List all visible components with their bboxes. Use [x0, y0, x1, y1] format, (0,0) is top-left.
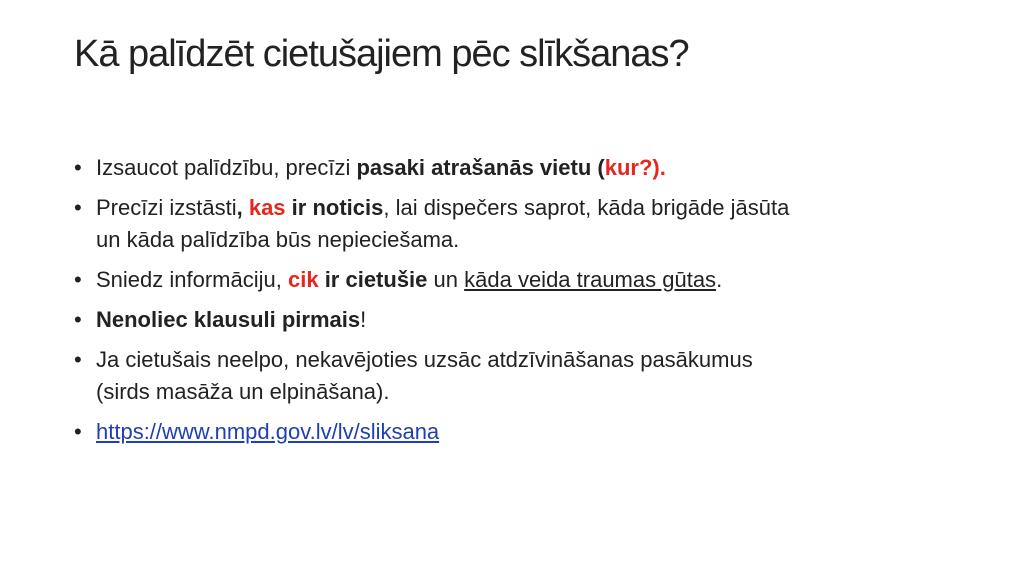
bullet-bold-text: ir cietušie: [318, 267, 428, 292]
bullet-dot-icon: •: [74, 307, 82, 332]
list-item: [74, 344, 954, 408]
bullet-list: [74, 152, 954, 456]
slide-title: Kā palīdzēt cietušajiem pēc slīkšanas?: [74, 33, 689, 75]
bullet-text: un kāda palīdzība būs nepieciešama.: [96, 227, 460, 252]
bullet-dot-icon: •: [74, 195, 82, 220]
bullet-red-text: kas: [248, 195, 286, 220]
bullet-bold-text: ,: [236, 195, 249, 220]
bullet-red-text: kur?).: [604, 155, 666, 180]
list-item: [74, 264, 954, 296]
bullet-text: Ja cietušais neelpo, nekavējoties uzsāc atdzīvināšanas pasākumus: [96, 347, 753, 372]
bullet-text: Izsaucot palīdzību, precīzi: [96, 155, 357, 180]
bullet-text: !: [360, 307, 367, 332]
bullet-text: un: [427, 267, 465, 292]
bullet-bold-text: ir noticis: [285, 195, 384, 220]
list-item: [74, 152, 954, 184]
bullet-dot-icon: •: [74, 155, 82, 180]
bullet-dot-icon: •: [74, 267, 82, 292]
bullet-underlined-text: kāda veida traumas gūtas: [464, 267, 717, 292]
bullet-text: Precīzi izstāsti: [96, 195, 237, 220]
bullet-text: (sirds masāža un elpināšana).: [96, 379, 390, 404]
bullet-text: .: [716, 267, 723, 292]
bullet-dot-icon: •: [74, 419, 82, 444]
bullet-dot-icon: •: [74, 347, 82, 372]
list-item: [74, 192, 954, 256]
list-item: [74, 304, 954, 336]
bullet-text: , lai dispečers saprot, kāda brigāde jāsūta: [383, 195, 790, 220]
bullet-bold-text: Nenoliec klausuli pirmais: [96, 307, 361, 332]
bullet-text: Sniedz informāciju,: [96, 267, 288, 292]
bullet-red-text: cik: [287, 267, 319, 292]
list-item: [74, 416, 954, 448]
bullet-bold-text: pasaki atrašanās vietu (: [356, 155, 605, 180]
nmpd-link[interactable]: https://www.nmpd.gov.lv/lv/sliksana: [96, 419, 440, 444]
